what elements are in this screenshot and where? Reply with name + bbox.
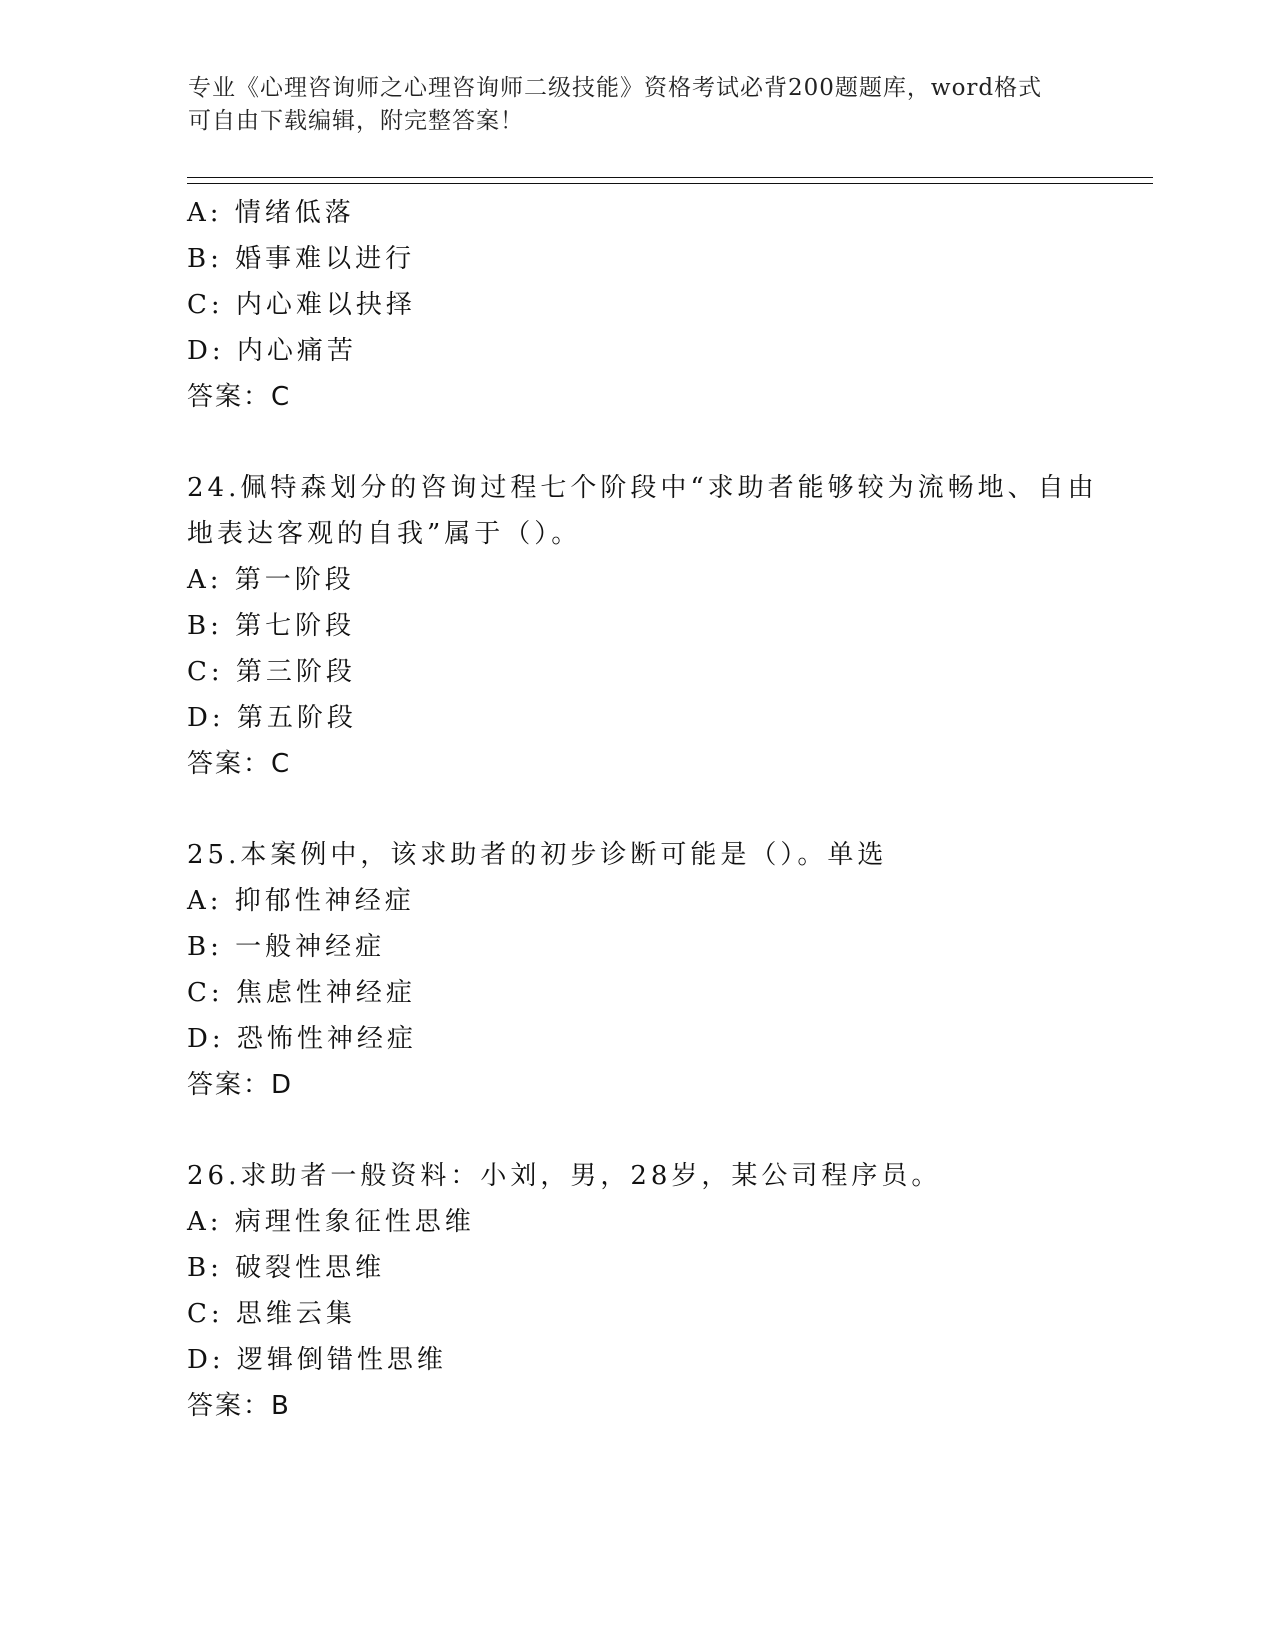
spacer (187, 787, 1087, 832)
question-stem (187, 465, 1098, 557)
option-b: B: 婚事难以进行 (187, 244, 416, 274)
answer-line: 答案：B (187, 1391, 291, 1421)
option-a: A: 抑郁性神经症 (187, 886, 415, 916)
answer-line: 答案：D (187, 1070, 294, 1100)
question-list (187, 190, 1098, 1429)
spacer (187, 420, 1087, 465)
header-divider-top (187, 177, 1153, 178)
option-d: D: 第五阶段 (187, 703, 357, 733)
question-block (187, 465, 1098, 787)
question-text-line: 地表达客观的自我”属于（）。 (187, 519, 582, 549)
question-stem (187, 832, 1087, 878)
question-text-line: 26.求助者一般资料：小刘，男，28岁，某公司程序员。 (187, 1161, 942, 1191)
option-a: A: 病理性象征性思维 (187, 1207, 475, 1237)
header-line-1: 专业《心理咨询师之心理咨询师二级技能》资格考试必背200题题库，word格式 (188, 75, 1043, 101)
question-block (187, 190, 1087, 420)
option-c: C: 内心难以抉择 (187, 290, 416, 320)
document-header (188, 72, 1088, 138)
option-d: D: 内心痛苦 (187, 336, 357, 366)
option-d: D: 逻辑倒错性思维 (187, 1345, 447, 1375)
option-c: C: 焦虑性神经症 (187, 978, 416, 1008)
answer-line: 答案：C (187, 382, 292, 412)
option-a: A: 情绪低落 (187, 198, 355, 228)
question-block (187, 1153, 1087, 1429)
header-divider-bottom (187, 183, 1153, 184)
option-b: B: 一般神经症 (187, 932, 386, 962)
answer-line: 答案：C (187, 749, 292, 779)
question-stem (187, 1153, 1087, 1199)
option-a: A: 第一阶段 (187, 565, 355, 595)
question-text-line: 24.佩特森划分的咨询过程七个阶段中“求助者能够较为流畅地、自由 (187, 473, 1098, 503)
option-c: C: 第三阶段 (187, 657, 356, 687)
option-c: C: 思维云集 (187, 1299, 356, 1329)
spacer (187, 1108, 1087, 1153)
header-line-2: 可自由下载编辑，附完整答案！ (188, 108, 524, 134)
option-d: D: 恐怖性神经症 (187, 1024, 417, 1054)
question-text-line: 25.本案例中，该求助者的初步诊断可能是（）。单选 (187, 840, 888, 870)
question-block (187, 832, 1087, 1108)
option-b: B: 第七阶段 (187, 611, 356, 641)
option-b: B: 破裂性思维 (187, 1253, 386, 1283)
